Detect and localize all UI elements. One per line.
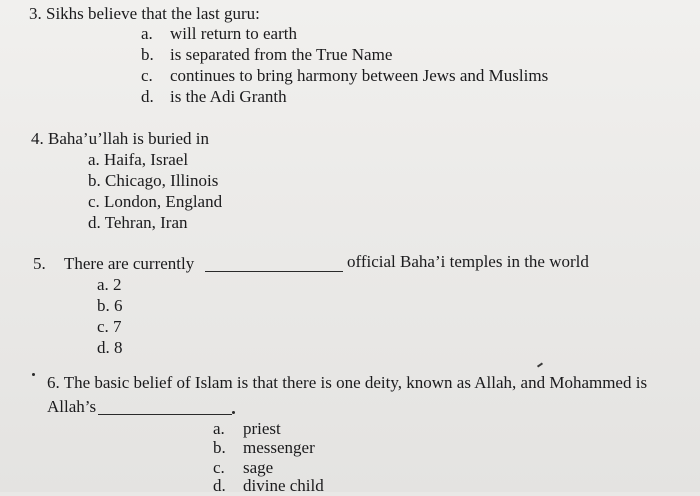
question-3-option-b-text: is separated from the True Name	[170, 45, 393, 64]
question-6-option-b-text: messenger	[243, 438, 315, 457]
question-3-option-a-text: will return to earth	[170, 24, 297, 43]
question-3-option-d-text: is the Adi Granth	[170, 87, 287, 106]
question-4-option-d: d. Tehran, Iran	[88, 213, 188, 232]
question-6-option-d-text: divine child	[243, 476, 324, 495]
question-3-option-b-letter: b.	[141, 45, 154, 64]
question-6-option-c-letter: c.	[213, 458, 225, 477]
question-4-option-a: a. Haifa, Israel	[88, 150, 189, 169]
question-6-option-c-text: sage	[243, 458, 274, 477]
question-6-option-b-letter: b.	[213, 438, 226, 457]
question-4-option-b: b. Chicago, Illinois	[88, 171, 219, 190]
pencil-mark	[537, 362, 543, 367]
question-5-answer-blank	[205, 271, 343, 272]
question-3-option-c-text: continues to bring harmony between Jews and Muslims	[170, 66, 549, 85]
question-6-answer-blank	[98, 414, 232, 415]
question-6-line-1: 6. The basic belief of Islam is that there is one deity, known as Allah, and Mohammed is	[47, 373, 648, 392]
pencil-dot	[32, 373, 35, 376]
question-6-option-a-text: priest	[243, 419, 281, 438]
question-5-suffix: official Baha’i temples in the world	[347, 252, 589, 271]
question-3-text: 3. Sikhs believe that the last guru:	[29, 4, 260, 23]
question-5-prefix: There are currently	[64, 254, 195, 273]
question-6-line-2: Allah’s	[47, 397, 97, 416]
question-5-option-d: d. 8	[97, 338, 123, 357]
question-6-option-d-letter: d.	[213, 476, 226, 495]
question-5-option-b: b. 6	[97, 296, 123, 315]
question-4-option-c: c. London, England	[88, 192, 223, 211]
question-3-option-a-letter: a.	[141, 24, 153, 43]
question-5-option-a: a. 2	[97, 275, 122, 294]
question-6-period	[232, 411, 235, 414]
question-5-number: 5.	[33, 254, 46, 273]
question-3-option-c-letter: c.	[141, 66, 153, 85]
question-6-option-a-letter: a.	[213, 419, 225, 438]
question-5-option-c: c. 7	[97, 317, 122, 336]
question-3-option-d-letter: d.	[141, 87, 154, 106]
question-4-text: 4. Baha’u’llah is buried in	[31, 129, 209, 148]
